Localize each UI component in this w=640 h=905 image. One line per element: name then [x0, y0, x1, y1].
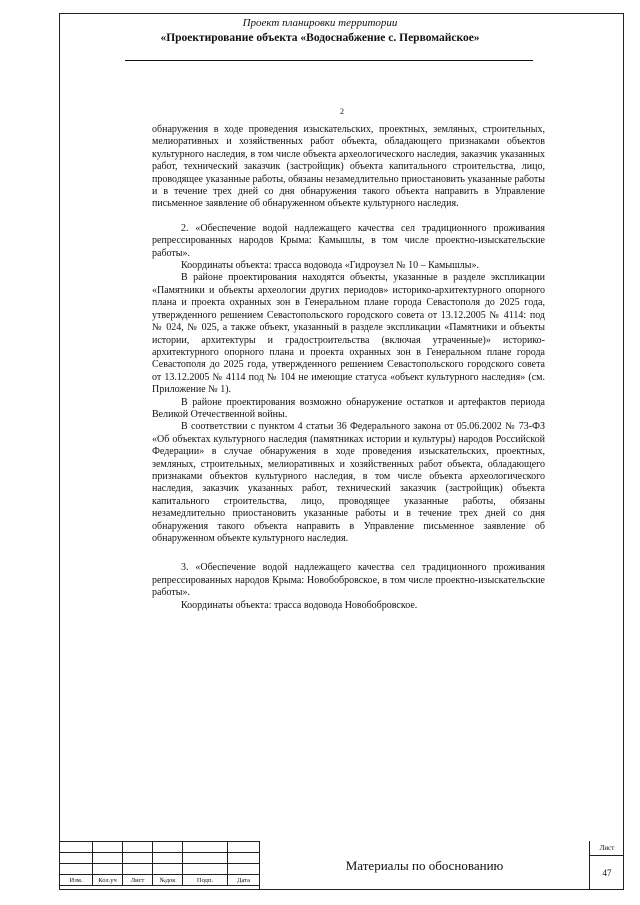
title-block-title: Материалы по обоснованию	[259, 841, 589, 890]
paragraph: 3. «Обеспечение водой надлежащего качества сел традиционного проживания репрессированных народов Крыма: Новобобровское, в том числе проектно-изыскательские работы».	[152, 562, 545, 599]
header-subtitle: Проект планировки территории	[242, 17, 398, 29]
col-data: Дата	[228, 875, 260, 886]
paragraph: Координаты объекта: трасса водовода «Гидроузел № 10 – Камышлы».	[181, 260, 480, 272]
header-title: «Проектирование объекта «Водоснабжение с. Первомайское»	[160, 32, 480, 44]
revision-table	[59, 841, 260, 886]
document-body	[152, 124, 545, 612]
header-rule	[125, 60, 533, 61]
col-list: Лист	[123, 875, 153, 886]
paragraph: В соответствии с пунктом 4 статьи 36 Федерального закона от 05.06.2002 № 73-ФЗ «Об объектах культурного наследия (памятниках истории и культуры) народов Российской Федерации» в случае обнаружения в ходе проведения изыскательских, проектных, земляных, строительных, мелиоративных и хозяйственных работ объекта, обладающего признаками объектов культурного наследия, в том числе объекта археологического наследия, заказчик указанных работ, технический заказчик (застройщик) объекта капитального строительства, лицо, проводящее указанные работы, обязаны незамедлительно приостановить указанные работы и в течение трех дней со дня обнаружения такого объекта направить в Управление письменное заявление об обнаруженном объекте культурного наследия.	[152, 421, 545, 544]
paragraph: В районе проектирования возможно обнаружение остатков и артефактов периода Великой Отечественной войны.	[152, 396, 545, 420]
paragraph: В районе проектирования находятся объекты, указанные в разделе экспликации «Памятники и объекты археологии других периодов» историко-архитектурного опорного плана и проекта охранных зон в Генеральном плане города Севастополя до 2025 года, утвержденного решением Севастопольского городского совета от 13.12.2005 № 4114: под № 024, № 025, а также объект, указанный в разделе экспликации «Памятники и объекты истории, архитектуры и градостроительства (включая утраченные)» историко-архитектурного опорного плана и проекта охранных зон в Генеральном плане города Севастополя до 2025 года, утвержденного решением Севастопольского городского совета от 13.12.2005 № 4114 под № 104 не имеющие статуса «объект культурного наследия» (см. Приложение № 1).	[152, 272, 545, 396]
paragraph: 2. «Обеспечение водой надлежащего качества сел традиционного проживания репрессированных народов Крыма: Камышлы, в том числе проектно-изыскательские работы».	[152, 222, 545, 259]
sheet-label: Лист	[590, 841, 624, 856]
col-koluch: Кол.уч	[93, 875, 123, 886]
col-podp: Подп.	[183, 875, 228, 886]
title-block	[59, 841, 624, 890]
page-number: 2	[340, 107, 344, 116]
sheet-number: 47	[602, 868, 612, 878]
col-izm: Изм.	[60, 875, 93, 886]
col-ndok: №док	[153, 875, 183, 886]
sheet-cell	[589, 841, 624, 890]
paragraph: обнаружения в ходе проведения изыскательских, проектных, земляных, строительных, мелиоративных и хозяйственных работ объекта, обладающего признаками объектов культурного наследия, в том числе объекта археологического наследия, заказчик указанных работ, технический заказчик (застройщик) объекта капитального строительства, лицо, проводящее указанные работы, обязаны незамедлительно приостановить указанные работы и в течение трех дней со дня обнаружения такого объекта направить в Управление письменное заявление об обнаруженном объекте культурного наследия.	[152, 124, 545, 210]
paragraph: Координаты объекта: трасса водовода Новобобровское.	[181, 599, 418, 611]
